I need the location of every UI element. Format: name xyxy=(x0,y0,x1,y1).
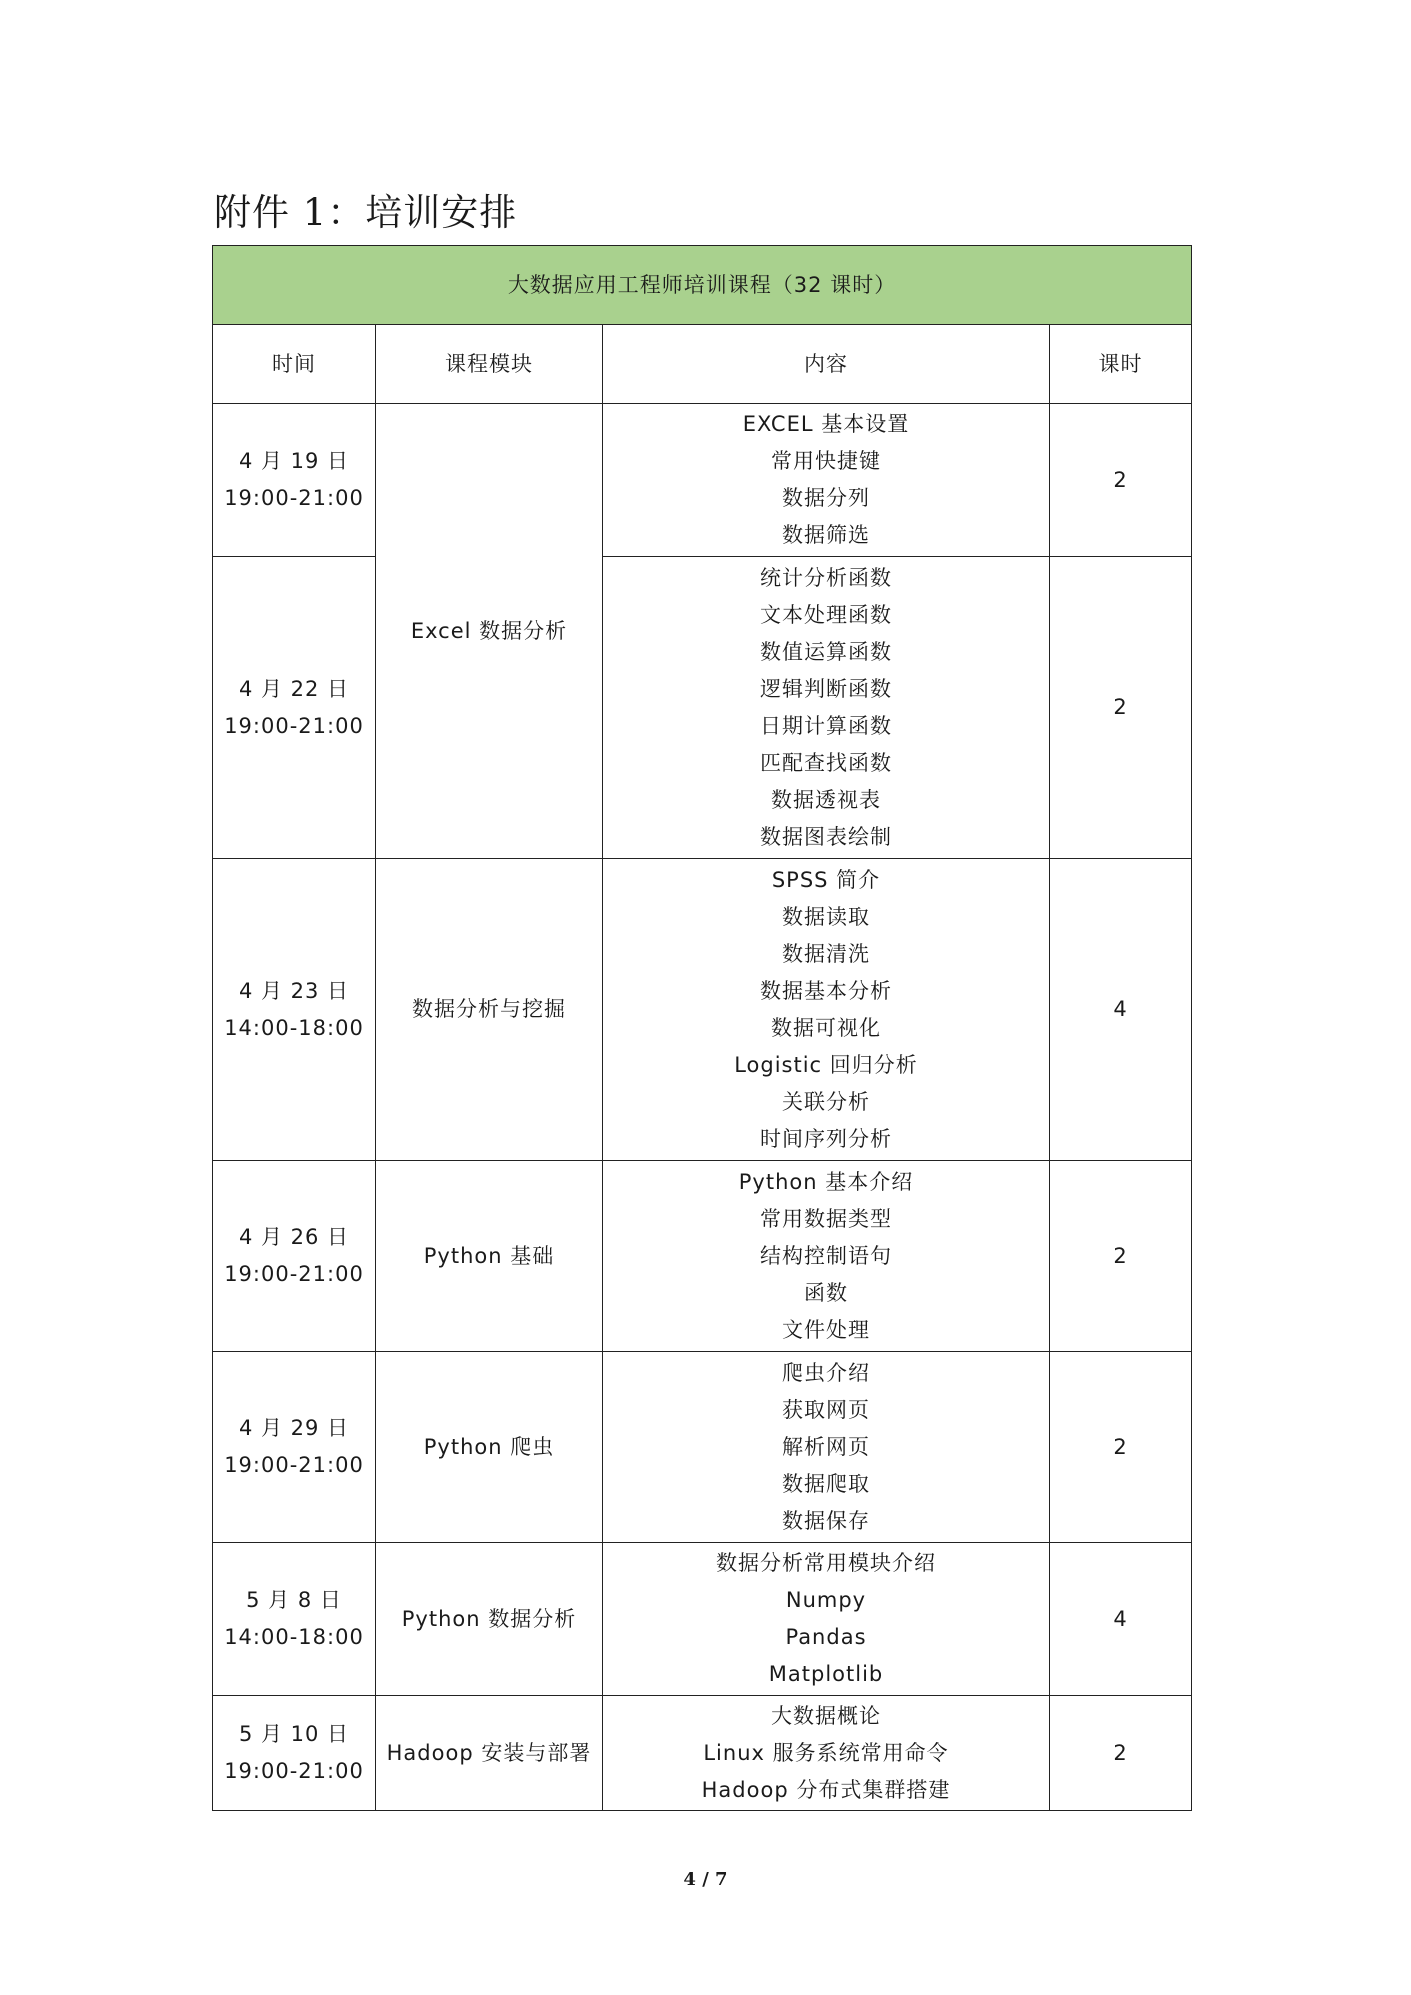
table-row xyxy=(213,1696,1192,1811)
content-item: EXCEL 基本设置 xyxy=(742,412,910,436)
table-row xyxy=(213,1543,1192,1696)
session-time: 19:00-21:00 xyxy=(224,713,364,738)
content-item: 爬虫介绍 xyxy=(782,1360,870,1385)
content-item: 大数据概论 xyxy=(771,1703,881,1728)
content-item: 数值运算函数 xyxy=(760,639,892,664)
content-item: 数据图表绘制 xyxy=(760,824,892,849)
hours-cell: 2 xyxy=(1050,1696,1192,1811)
content-item: 数据爬取 xyxy=(782,1471,870,1496)
session-date: 4 月 23 日 xyxy=(238,978,350,1003)
content-item: Numpy xyxy=(785,1588,867,1612)
content-item: 数据基本分析 xyxy=(760,978,892,1003)
table-row xyxy=(213,404,1192,557)
content-item: 数据透视表 xyxy=(771,787,881,812)
header-hours: 课时 xyxy=(1050,325,1192,404)
content-item: Hadoop 分布式集群搭建 xyxy=(701,1777,951,1802)
content-item: 函数 xyxy=(804,1280,848,1305)
module-cell: Python 基础 xyxy=(376,1161,603,1352)
content-item: 匹配查找函数 xyxy=(760,750,892,775)
session-time: 19:00-21:00 xyxy=(224,486,364,510)
table-title: 大数据应用工程师培训课程（32 课时） xyxy=(213,246,1192,325)
session-date: 5 月 10 日 xyxy=(238,1722,350,1746)
content-cell xyxy=(603,1696,1050,1811)
table-row xyxy=(213,557,1192,859)
table-row xyxy=(213,1352,1192,1543)
content-item: 文件处理 xyxy=(782,1317,870,1342)
table-header-row xyxy=(213,325,1192,404)
table-title-row xyxy=(213,246,1192,325)
content-item: 数据分析常用模块介绍 xyxy=(716,1551,936,1575)
content-item: 数据清洗 xyxy=(782,941,870,966)
header-time: 时间 xyxy=(213,325,376,404)
content-cell xyxy=(603,557,1050,859)
table-row xyxy=(213,859,1192,1161)
session-date: 4 月 22 日 xyxy=(238,676,350,701)
content-item: 数据分列 xyxy=(782,486,870,510)
session-time: 19:00-21:00 xyxy=(224,1262,364,1286)
session-time: 14:00-18:00 xyxy=(224,1625,364,1649)
content-item: 数据保存 xyxy=(782,1508,870,1533)
content-item: 数据读取 xyxy=(782,904,870,929)
table-row xyxy=(213,1161,1192,1352)
date-time-cell xyxy=(213,859,376,1161)
content-item: SPSS 简介 xyxy=(771,867,881,892)
date-time-cell xyxy=(213,1352,376,1543)
date-time-cell xyxy=(213,1543,376,1696)
module-cell: Excel 数据分析 xyxy=(376,404,603,859)
content-item: 常用数据类型 xyxy=(760,1206,892,1231)
content-item: 日期计算函数 xyxy=(760,713,892,738)
content-item: 解析网页 xyxy=(782,1434,870,1459)
content-cell xyxy=(603,1161,1050,1352)
content-item: Pandas xyxy=(785,1625,867,1649)
session-time: 14:00-18:00 xyxy=(224,1015,364,1040)
hours-cell: 2 xyxy=(1050,1352,1192,1543)
content-item: 结构控制语句 xyxy=(760,1243,892,1268)
content-item: 数据筛选 xyxy=(782,523,870,547)
session-date: 4 月 26 日 xyxy=(238,1225,350,1249)
hours-cell: 2 xyxy=(1050,557,1192,859)
content-item: 时间序列分析 xyxy=(760,1126,892,1151)
page-number: 4 / 7 xyxy=(683,1869,728,1890)
date-time-cell xyxy=(213,1161,376,1352)
content-item: Matplotlib xyxy=(768,1662,884,1686)
session-time: 19:00-21:00 xyxy=(224,1759,364,1783)
hours-cell: 2 xyxy=(1050,404,1192,557)
header-content: 内容 xyxy=(603,325,1050,404)
session-date: 5 月 8 日 xyxy=(246,1588,342,1612)
content-cell xyxy=(603,1543,1050,1696)
content-item: 统计分析函数 xyxy=(760,565,892,590)
content-item: 数据可视化 xyxy=(771,1015,881,1040)
content-item: 关联分析 xyxy=(782,1089,870,1114)
content-item: 获取网页 xyxy=(782,1397,870,1422)
session-date: 4 月 19 日 xyxy=(238,449,350,473)
session-date: 4 月 29 日 xyxy=(238,1416,350,1440)
content-item: 常用快捷键 xyxy=(771,449,881,473)
module-cell: Hadoop 安装与部署 xyxy=(376,1696,603,1811)
content-cell xyxy=(603,1352,1050,1543)
content-item: Logistic 回归分析 xyxy=(734,1052,918,1077)
date-time-cell xyxy=(213,1696,376,1811)
module-cell: Python 爬虫 xyxy=(376,1352,603,1543)
hours-cell: 4 xyxy=(1050,859,1192,1161)
content-item: Python 基本介绍 xyxy=(738,1169,914,1194)
session-time: 19:00-21:00 xyxy=(224,1453,364,1477)
training-schedule-table xyxy=(212,245,1192,1811)
content-item: Linux 服务系统常用命令 xyxy=(703,1740,949,1765)
content-cell xyxy=(603,404,1050,557)
module-cell: 数据分析与挖掘 xyxy=(376,859,603,1161)
content-item: 逻辑判断函数 xyxy=(760,676,892,701)
date-time-cell xyxy=(213,557,376,859)
content-cell xyxy=(603,859,1050,1161)
content-item: 文本处理函数 xyxy=(760,602,892,627)
date-time-cell xyxy=(213,404,376,557)
module-cell: Python 数据分析 xyxy=(376,1543,603,1696)
page-heading: 附件 1：培训安排 xyxy=(214,191,518,234)
hours-cell: 4 xyxy=(1050,1543,1192,1696)
hours-cell: 2 xyxy=(1050,1161,1192,1352)
header-module: 课程模块 xyxy=(376,325,603,404)
